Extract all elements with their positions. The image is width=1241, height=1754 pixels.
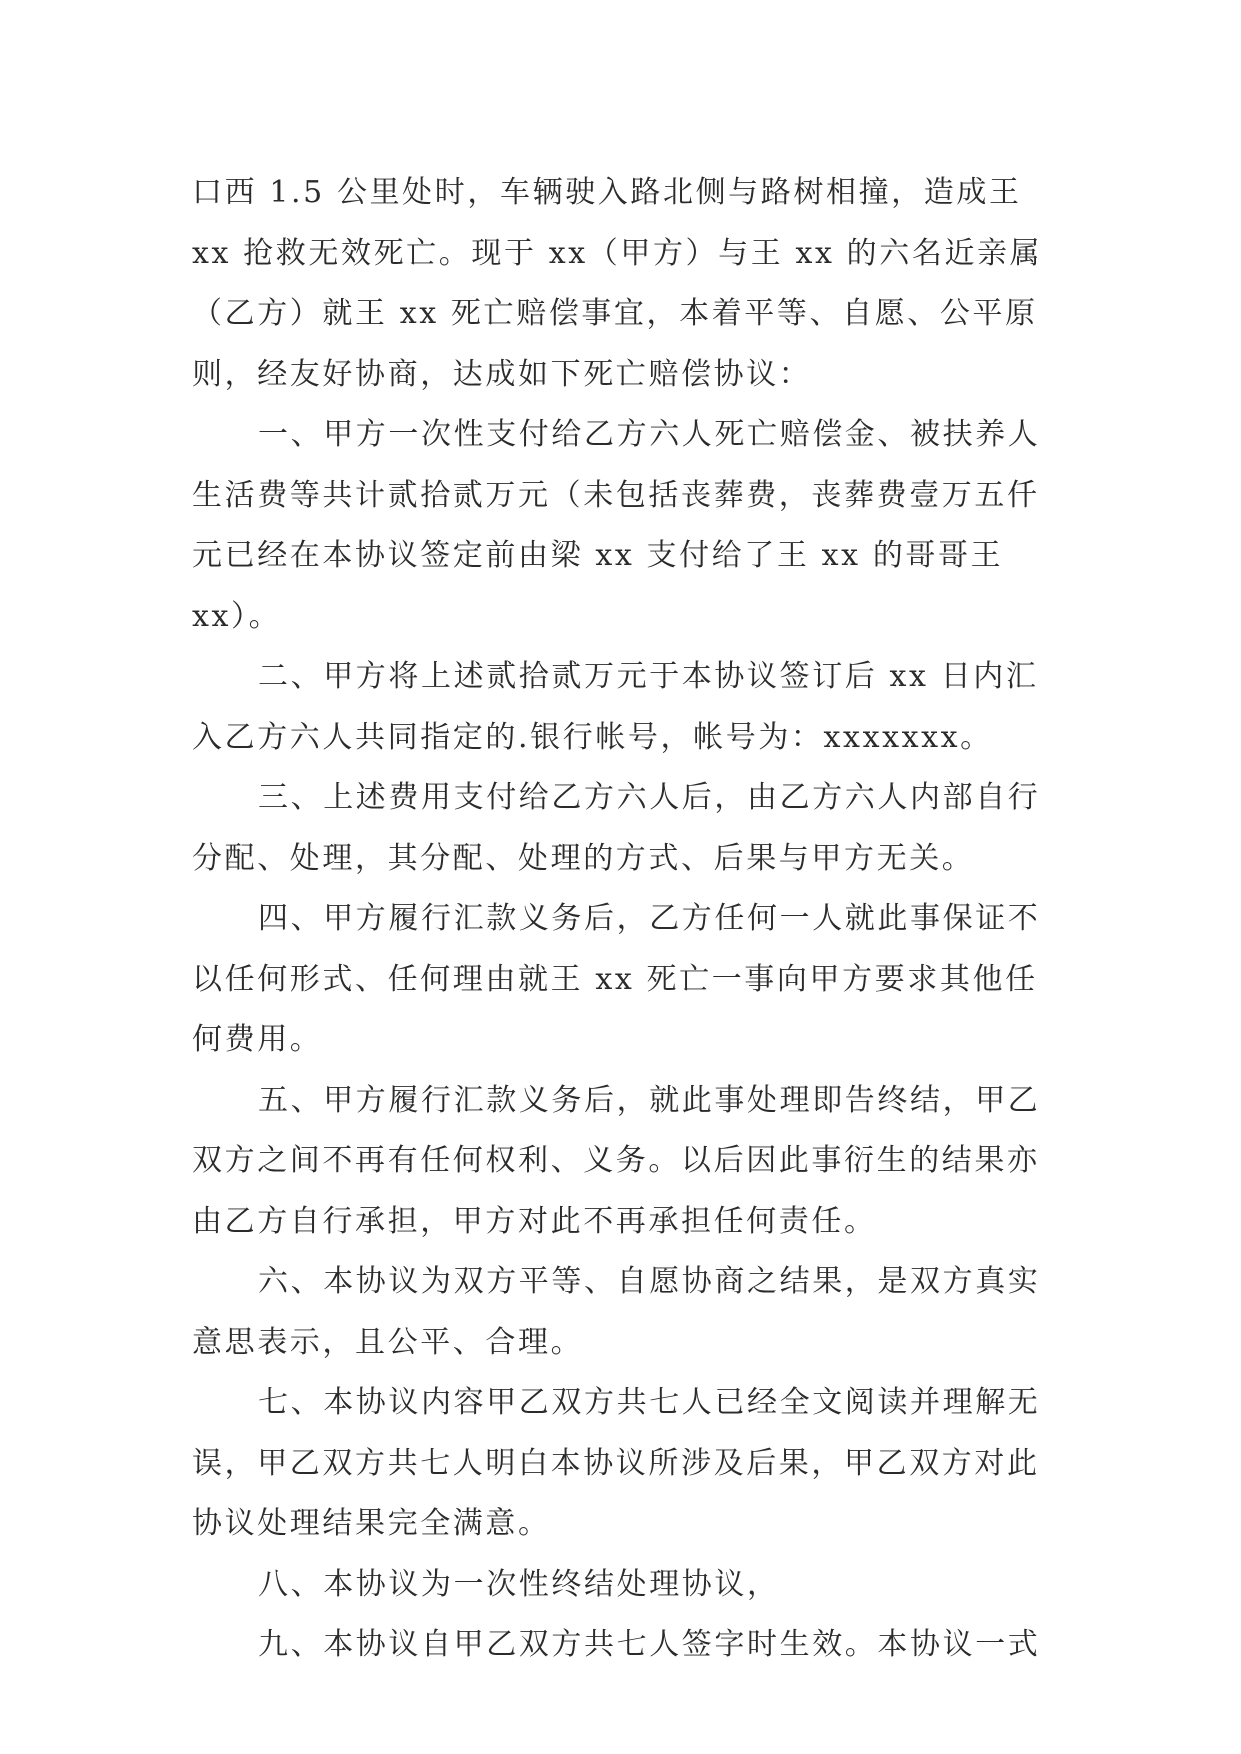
paragraph-clause-1: 一、甲方一次性支付给乙方六人死亡赔偿金、被扶养人生活费等共计贰拾贰万元（未包括丧葬费，丧葬费壹万五仟元已经在本协议签定前由梁 xx 支付给了王 xx 的哥哥王 xx）。 <box>192 417 1041 634</box>
paragraph-clause-6: 六、本协议为双方平等、自愿协商之结果，是双方真实意思表示，且公平、合理。 <box>192 1264 1041 1360</box>
paragraph-clause-2: 二、甲方将上述贰拾贰万元于本协议签订后 xx 日内汇入乙方六人共同指定的.银行帐号，帐号为：xxxxxxx。 <box>192 659 1039 755</box>
paragraph-clause-7: 七、本协议内容甲乙双方共七人已经全文阅读并理解无误，甲乙双方共七人明白本协议所涉及后果，甲乙双方对此协议处理结果完全满意。 <box>192 1385 1041 1541</box>
paragraph-clause-9: 九、本协议自甲乙双方共七人签字时生效。本协议一式 <box>258 1627 1041 1662</box>
document-body <box>192 163 1052 1676</box>
paragraph-clause-4: 四、甲方履行汇款义务后，乙方任何一人就此事保证不以任何形式、任何理由就王 xx 死亡一事向甲方要求其他任何费用。 <box>192 901 1041 1057</box>
paragraph-intro: 口西 1.5 公里处时，车辆驶入路北侧与路树相撞，造成王 xx 抢救无效死亡。现于 xx（甲方）与王 xx 的六名近亲属（乙方）就王 xx 死亡赔偿事宜，本着平等、自愿、公平原则，经友好协商，达成如下死亡赔偿协议： <box>192 175 1043 392</box>
paragraph-clause-3: 三、上述费用支付给乙方六人后，由乙方六人内部自行分配、处理，其分配、处理的方式、后果与甲方无关。 <box>192 780 1041 876</box>
paragraph-clause-5: 五、甲方履行汇款义务后，就此事处理即告终结，甲乙双方之间不再有任何权利、义务。以后因此事衍生的结果亦由乙方自行承担，甲方对此不再承担任何责任。 <box>192 1082 1041 1239</box>
paragraph-clause-8: 八、本协议为一次性终结处理协议， <box>258 1566 780 1602</box>
